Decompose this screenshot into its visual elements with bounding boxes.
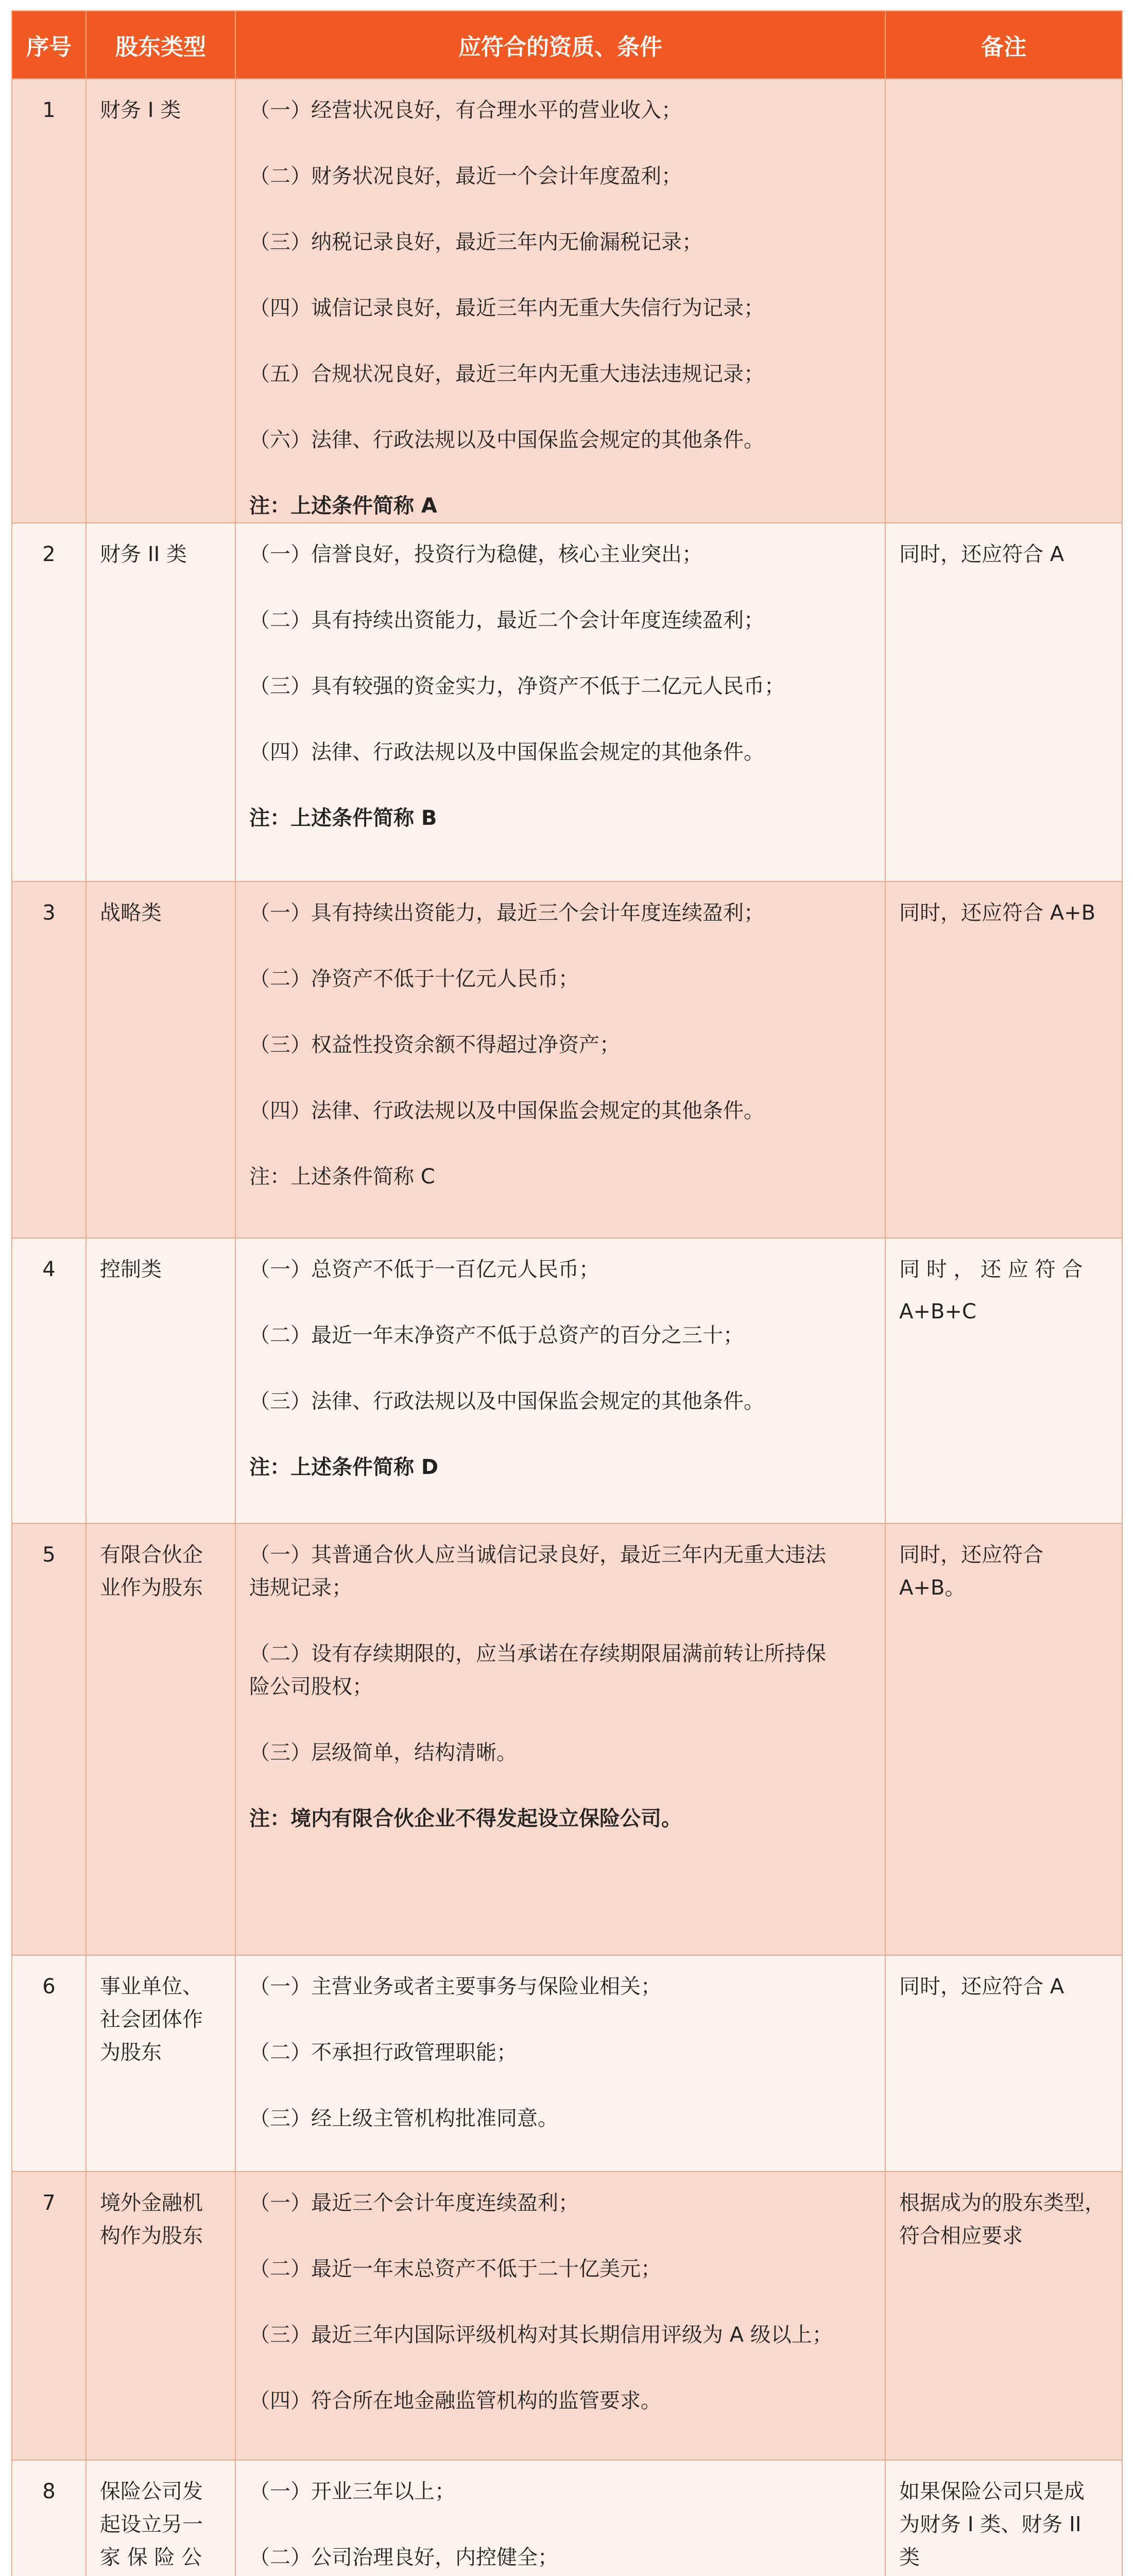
remark-line: 根据成为的股东类型， [899, 2191, 1105, 2215]
condition-line: （一）信誉良好，投资行为稳健，核心主业突出； [249, 543, 702, 566]
shareholder-type-cell [86, 1955, 235, 2172]
condition-item [249, 292, 871, 325]
shareholder-type-line: 战略类 [100, 901, 162, 925]
table-row [12, 2172, 1122, 2460]
table-row [12, 1955, 1122, 2172]
condition-item [249, 1319, 871, 1352]
remark-line: 为财务 I 类、财务 II 类 [899, 2513, 1082, 2569]
shareholder-type-line: 有限合伙企 [100, 1543, 203, 1567]
row-number: 5 [12, 1523, 86, 1955]
condition-line: （三）经上级主管机构批准同意。 [249, 2107, 558, 2130]
conditions-cell [235, 882, 885, 1238]
shareholder-type-line [100, 2574, 221, 2576]
condition-item [249, 1028, 871, 1061]
shareholder-type-cell [86, 79, 235, 523]
shareholder-type-line: 事业单位、 [100, 1975, 203, 1998]
condition-item [249, 1538, 871, 1604]
shareholder-type-line: 家 保 险 公 [100, 2546, 202, 2569]
condition-item [249, 1970, 871, 2003]
condition-item [249, 226, 871, 259]
shareholder-type-line: 社会团体作 [100, 2008, 203, 2031]
remark-line: 同 时 ， 还 应 符 合 [899, 1258, 1083, 1281]
condition-line: 违规记录； [249, 1576, 352, 1600]
condition-item [249, 1736, 871, 1769]
remark-line [899, 2574, 1108, 2576]
remark-line: 同时，还应符合 A [899, 543, 1065, 566]
condition-item [249, 1637, 871, 1703]
remark-cell [885, 79, 1122, 523]
condition-item [249, 1385, 871, 1418]
shareholder-type-cell [86, 882, 235, 1238]
condition-line: （三）权益性投资余额不得超过净资产； [249, 1033, 620, 1057]
condition-item [249, 358, 871, 391]
conditions-cell [235, 2172, 885, 2460]
condition-line: （三）最近三年内国际评级机构对其长期信用评级为 A 级以上； [249, 2323, 833, 2347]
shareholder-requirements-table [11, 10, 1123, 2576]
condition-line: （六）法律、行政法规以及中国保监会规定的其他条件。 [249, 428, 764, 452]
remark-line: 如果保险公司只是成 [899, 2480, 1085, 2503]
header-shareholder-type: 股东类型 [86, 11, 235, 79]
condition-line: （一）主营业务或者主要事务与保险业相关； [249, 1975, 661, 1998]
remark-cell [885, 1238, 1122, 1523]
condition-note: 注：境内有限合伙企业不得发起设立保险公司。 [249, 1807, 682, 1831]
condition-line: （二）最近一年末总资产不低于二十亿美元； [249, 2257, 661, 2281]
condition-item [249, 2036, 871, 2069]
row-number: 6 [12, 1955, 86, 2172]
table-body [12, 79, 1122, 2576]
shareholder-type-line: 业作为股东 [100, 1576, 203, 1600]
condition-item [249, 2384, 871, 2417]
condition-note: 注：上述条件简称 C [249, 1165, 435, 1189]
row-number: 2 [12, 523, 86, 882]
conditions-cell [235, 1238, 885, 1523]
condition-line: （一）具有持续出资能力，最近三个会计年度连续盈利； [249, 901, 764, 925]
remark-line: 符合相应要求 [899, 2224, 1023, 2248]
shareholder-type-cell [86, 523, 235, 882]
condition-line: （五）合规状况良好，最近三年内无重大违法违规记录； [249, 362, 764, 386]
conditions-cell [235, 1955, 885, 2172]
remark-line: 同时，还应符合 A+B [899, 901, 1096, 925]
shareholder-type-cell [86, 2172, 235, 2460]
shareholder-type-cell [86, 1523, 235, 1955]
condition-item [249, 538, 871, 571]
shareholder-type-line: 为股东 [100, 2041, 162, 2064]
conditions-cell [235, 1523, 885, 1955]
shareholder-type-cell [86, 1238, 235, 1523]
header-remark: 备注 [885, 11, 1122, 79]
conditions-cell [235, 2460, 885, 2576]
condition-line: （二）财务状况良好，最近一个会计年度盈利； [249, 164, 682, 188]
condition-line: （二）设有存续期限的，应当承诺在存续期限届满前转让所持保 [249, 1642, 826, 1666]
condition-item [249, 604, 871, 637]
condition-item [249, 2541, 871, 2574]
remark-cell [885, 2172, 1122, 2460]
table-row [12, 79, 1122, 523]
remark-line: A+B+C [899, 1300, 976, 1324]
condition-line: （二）具有持续出资能力，最近二个会计年度连续盈利； [249, 608, 764, 632]
condition-line: （二）公司治理良好，内控健全； [249, 2546, 558, 2569]
condition-line: （一）经营状况良好，有合理水平的营业收入； [249, 98, 682, 122]
shareholder-type-cell [86, 2460, 235, 2576]
table-row [12, 1238, 1122, 1523]
condition-line: （二）最近一年末净资产不低于总资产的百分之三十； [249, 1324, 744, 1347]
header-conditions: 应符合的资质、条件 [235, 11, 885, 79]
condition-line: （一）开业三年以上； [249, 2480, 455, 2503]
condition-item [249, 1253, 871, 1286]
shareholder-type-line: 构作为股东 [100, 2224, 203, 2248]
condition-line: （一）最近三个会计年度连续盈利； [249, 2191, 579, 2215]
condition-item [249, 2252, 871, 2285]
condition-line: （三）具有较强的资金实力，净资产不低于二亿元人民币； [249, 674, 785, 698]
condition-item [249, 896, 871, 929]
condition-item [249, 2187, 871, 2219]
row-number: 1 [12, 79, 86, 523]
condition-line: （四）诚信记录良好，最近三年内无重大失信行为记录； [249, 296, 764, 320]
condition-item [249, 2102, 871, 2135]
row-number: 7 [12, 2172, 86, 2460]
condition-line: （三）层级简单，结构清晰。 [249, 1741, 517, 1765]
condition-item [249, 1094, 871, 1127]
condition-line: （一）其普通合伙人应当诚信记录良好，最近三年内无重大违法 [249, 1543, 826, 1567]
shareholder-type-line: 控制类 [100, 1258, 162, 1281]
table-row [12, 523, 1122, 882]
shareholder-type-line: 境外金融机 [100, 2191, 203, 2215]
condition-note: 注：上述条件简称 B [249, 806, 437, 830]
condition-line: （三）纳税记录良好，最近三年内无偷漏税记录； [249, 230, 702, 254]
condition-item [249, 2318, 871, 2351]
remark-cell [885, 1523, 1122, 1955]
table-row [12, 882, 1122, 1238]
row-number: 3 [12, 882, 86, 1238]
condition-note: 注：上述条件简称 A [249, 494, 437, 518]
condition-line: （四）法律、行政法规以及中国保监会规定的其他条件。 [249, 1099, 764, 1123]
remark-cell [885, 1955, 1122, 2172]
condition-line: （三）法律、行政法规以及中国保监会规定的其他条件。 [249, 1389, 764, 1413]
shareholder-type-line: 起设立另一 [100, 2513, 203, 2536]
table-row [12, 1523, 1122, 1955]
condition-item [249, 94, 871, 127]
remark-cell [885, 523, 1122, 882]
shareholder-type-line: 财务 I 类 [100, 98, 181, 122]
remark-cell [885, 2460, 1122, 2576]
row-number: 4 [12, 1238, 86, 1523]
condition-item [249, 736, 871, 769]
condition-line: （一）总资产不低于一百亿元人民币； [249, 1258, 599, 1281]
condition-item [249, 2475, 871, 2508]
conditions-cell [235, 523, 885, 882]
shareholder-type-line: 保险公司发 [100, 2480, 203, 2503]
remark-line: 同时，还应符合 A+B。 [899, 1543, 1043, 1600]
condition-line: （二）净资产不低于十亿元人民币； [249, 967, 579, 991]
condition-line: 险公司股权； [249, 1675, 373, 1699]
condition-item [249, 160, 871, 193]
condition-note: 注：上述条件简称 D [249, 1455, 439, 1479]
condition-line: （四）法律、行政法规以及中国保监会规定的其他条件。 [249, 740, 764, 764]
table-row [12, 2460, 1122, 2576]
conditions-cell [235, 79, 885, 523]
remark-cell [885, 882, 1122, 1238]
condition-item [249, 670, 871, 703]
table-header-row [12, 11, 1122, 79]
condition-line: （四）符合所在地金融监管机构的监管要求。 [249, 2389, 661, 2413]
shareholder-type-line: 财务 II 类 [100, 543, 187, 566]
condition-line: （二）不承担行政管理职能； [249, 2041, 517, 2064]
condition-item [249, 423, 871, 456]
condition-item [249, 962, 871, 995]
remark-line: 同时，还应符合 A [899, 1975, 1065, 1998]
row-number: 8 [12, 2460, 86, 2576]
header-no: 序号 [12, 11, 86, 79]
